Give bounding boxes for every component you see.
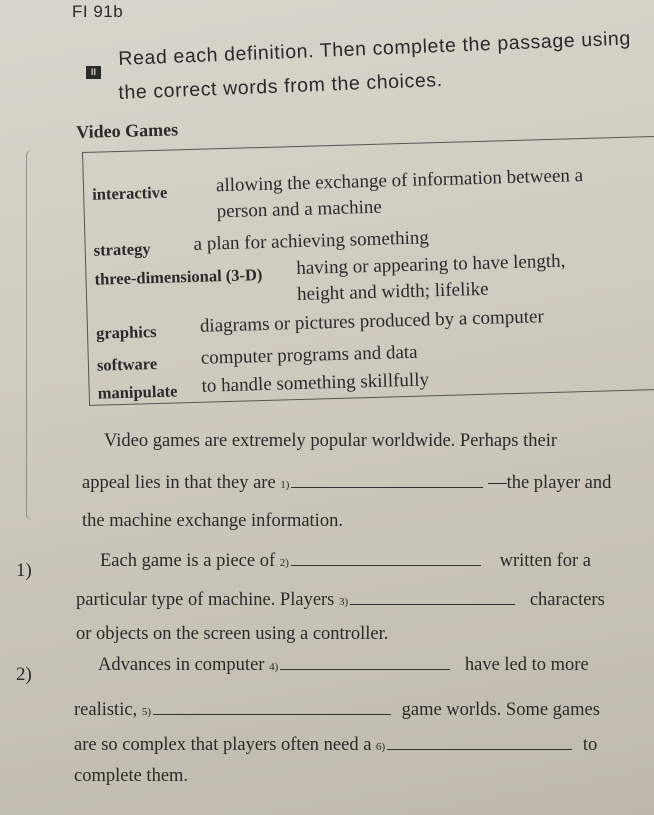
passage-text: particular type of machine. Players	[76, 590, 335, 610]
definition-interactive-cont: person and a machine	[216, 196, 383, 223]
definition-software: computer programs and data	[200, 341, 418, 369]
blank-6[interactable]	[387, 748, 572, 750]
section-marker: II	[86, 66, 101, 79]
passage-p1-line1: Video games are extremely popular worldwide. Perhaps their	[104, 431, 558, 451]
blank-2-number: 2)	[279, 557, 289, 569]
passage-p2-line2	[76, 590, 605, 611]
blank-3[interactable]	[350, 603, 515, 605]
passage-p1-line3: the machine exchange information.	[82, 511, 343, 531]
blank-4-number: 4)	[269, 661, 279, 673]
passage-text: written for a	[499, 551, 592, 571]
passage-text: realistic,	[74, 700, 138, 720]
passage-title: Video Games	[76, 119, 179, 142]
passage-text: to	[582, 735, 598, 755]
definition-three-dimensional: having or appearing to have length,	[296, 250, 566, 280]
passage-p2-line1	[100, 551, 591, 572]
page-code: FI 91b	[72, 2, 124, 21]
word-box	[82, 136, 654, 406]
blank-3-number: 3)	[339, 596, 349, 608]
passage-text: game worlds. Some games	[401, 700, 600, 720]
passage-p1-line2	[82, 473, 611, 494]
word-three-dimensional: three-dimensional (3-D)	[94, 265, 263, 289]
passage-p3-line3	[74, 735, 597, 756]
word-strategy: strategy	[93, 239, 151, 260]
blank-5-number: 5)	[141, 706, 151, 718]
blank-1-number: 1)	[280, 479, 290, 491]
passage-p3-line2	[74, 700, 600, 721]
word-graphics: graphics	[95, 321, 157, 343]
definition-manipulate: to handle something skillfully	[201, 369, 430, 397]
blank-2[interactable]	[291, 564, 481, 566]
passage-p3-line1	[98, 655, 589, 676]
passage-p2-line3: or objects on the screen using a controller.	[76, 624, 389, 644]
instructions-line-2: the correct words from the choices.	[118, 68, 444, 104]
blank-4[interactable]	[280, 668, 450, 670]
definition-strategy: a plan for achieving something	[193, 227, 430, 255]
word-software: software	[96, 353, 158, 375]
instructions-line-1: Read each definition. Then complete the passage using	[118, 27, 632, 70]
passage-text: are so complex that players often need a	[74, 735, 372, 755]
definition-three-dimensional-cont: height and width; lifelike	[296, 278, 489, 306]
definition-graphics: diagrams or pictures produced by a computer	[199, 306, 545, 337]
passage-text: Each game is a piece of	[100, 551, 276, 571]
blank-6-number: 6)	[376, 741, 386, 753]
margin-number-1: 1)	[16, 560, 32, 581]
passage-text: —the player and	[488, 473, 612, 493]
passage-p3-line4: complete them.	[74, 766, 189, 786]
passage-text: have led to more	[464, 655, 589, 675]
blank-1[interactable]	[291, 486, 483, 488]
passage-text: appeal lies in that they are	[82, 473, 276, 493]
word-interactive: interactive	[91, 182, 168, 204]
page-binding-edge	[26, 150, 41, 520]
definition-interactive: allowing the exchange of information between a	[215, 165, 584, 197]
word-manipulate: manipulate	[97, 381, 178, 403]
passage-text: characters	[529, 590, 605, 610]
passage-text: Advances in computer	[98, 655, 265, 675]
blank-5[interactable]	[153, 713, 391, 715]
margin-number-2: 2)	[16, 664, 32, 685]
